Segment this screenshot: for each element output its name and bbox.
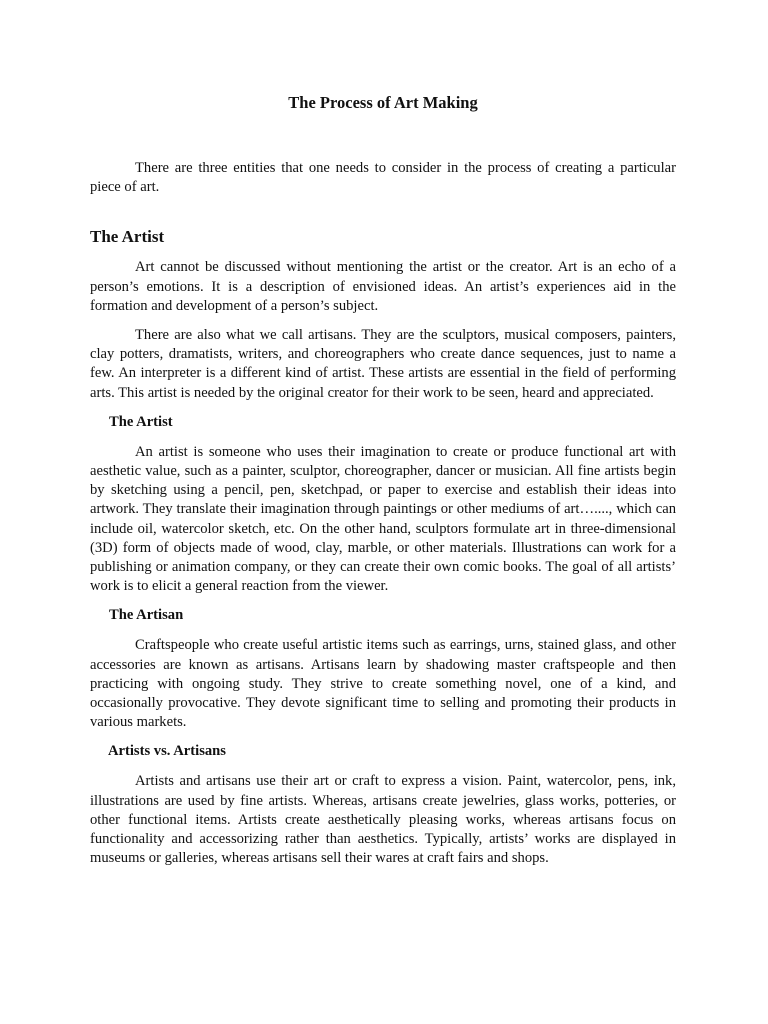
document-body [90,92,676,868]
artist-paragraph-1: Art cannot be discussed without mentioning the artist or the creator. Art is an echo of a person’s emotions. It is a description of envisioned ideas. An artist’s experiences aid in the formation and development of a person’s subject. [90,259,676,314]
subsection-artist-paragraph: An artist is someone who uses their imagination to create or produce functional art with aesthetic value, such as a painter, sculptor, choreographer, dancer or musician. All fine artists begin by sketching using a pencil, pen, sketchpad, or paper to exercise and establish their ideas into artwork. They translate their imagination through paintings or other mediums of art…...., which can include oil, watercolor sketch, etc. On the other hand, sculptors formulate art in three-dimensional (3D) form of objects made of wood, clay, marble, or other materials. Illustrations can work for a publishing or animation company, or they can create their own comic books. The goal of all artists’ work is to elicit a general reaction from the viewer. [90,443,676,595]
intro-paragraph: There are three entities that one needs to consider in the process of creating a particular piece of art. [90,160,676,196]
subsection-artists-vs-artisans-paragraph: Artists and artisans use their art or craft to express a vision. Paint, watercolor, pens, ink, illustrations are used by fine artists. Whereas, artisans create jewelries, glass works, potteries, or other functional items. Artists create aesthetically pleasing works, whereas artisans focus on functionality and accessorizing rather than aesthetics. Typically, artists’ works are displayed in museums or galleries, whereas artisans sell their wares at craft fairs and shops. [90,773,676,867]
section-heading-artist: The Artist [90,227,165,247]
subsection-heading-artist: The Artist [109,413,173,430]
subsection-heading-artisan: The Artisan [109,607,184,624]
subsection-artisan-paragraph: Craftspeople who create useful artistic items such as earrings, urns, stained glass, and other accessories are known as artisans. Artisans learn by shadowing master craftspeople and then practicing with ongoing study. They strive to create something novel, one of a kind, and occasionally provocative. They devote significant time to selling and promoting their products in various markets. [90,637,676,731]
page-title: The Process of Art Making [288,93,478,112]
artist-paragraph-2: There are also what we call artisans. They are the sculptors, musical composers, painters, clay potters, dramatists, writers, and choreographers who create dance sequences, just to name a few. An interpreter is a different kind of artist. These artists are essential in the field of performing arts. This artist is needed by the original creator for their work to be seen, heard and appreciated. [90,327,676,401]
subsection-heading-artists-vs-artisans: Artists vs. Artisans [108,743,226,760]
